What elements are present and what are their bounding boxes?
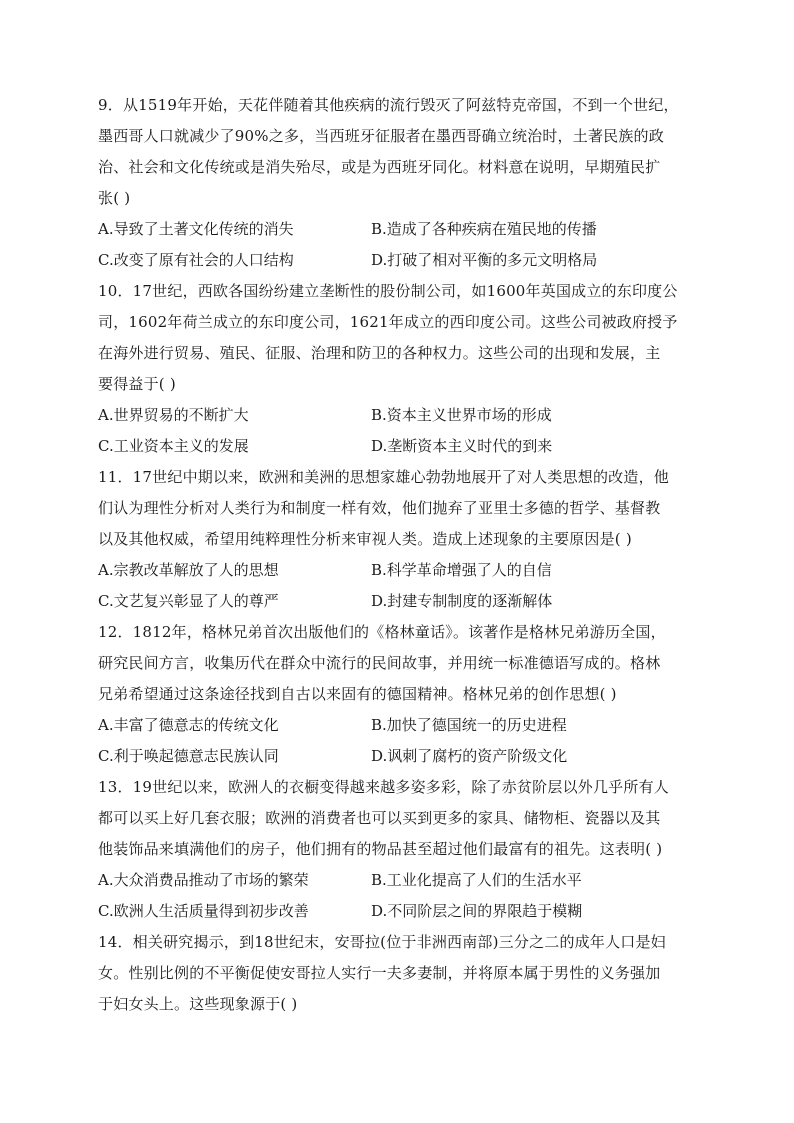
question-text-line: 司，1602年荷兰成立的东印度公司，1621年成立的西印度公司。这些公司被政府授予 xyxy=(98,313,678,331)
question-11 xyxy=(98,462,696,555)
question-text-line: 要得益于( ) xyxy=(98,375,176,393)
question-text-line: 张( ) xyxy=(98,189,131,207)
option-c[interactable]: C.改变了原有社会的人口结构 xyxy=(98,251,294,269)
question-text-line: 13．19世纪以来，欧洲人的衣橱变得越来越多姿多彩，除了赤贫阶层以外几乎所有人 xyxy=(98,778,669,796)
question-text-line: 女。性别比例的不平衡促使安哥拉人实行一夫多妻制，并将原本属于男性的义务强加 xyxy=(98,964,661,982)
question-text-line: 于妇女头上。这些现象源于( ) xyxy=(98,995,298,1013)
question-text-line: 都可以买上好几套衣服；欧洲的消费者也可以买到更多的家具、储物柜、瓷器以及其 xyxy=(98,809,661,827)
option-b[interactable]: B.加快了德国统一的历史进程 xyxy=(371,716,567,734)
option-c[interactable]: C.欧洲人生活质量得到初步改善 xyxy=(98,902,309,920)
question-9 xyxy=(98,90,696,214)
option-d[interactable]: D.讽刺了腐朽的资产阶级文化 xyxy=(371,747,568,765)
question-text-line: 研究民间方言，收集历代在群众中流行的民间故事，并用统一标准德语写成的。格林 xyxy=(98,654,661,672)
option-c[interactable]: C.文艺复兴彰显了人的尊严 xyxy=(98,592,279,610)
option-a[interactable]: A.宗教改革解放了人的思想 xyxy=(98,561,279,579)
option-a[interactable]: A.丰富了德意志的传统文化 xyxy=(98,716,279,734)
question-10-options xyxy=(98,400,696,462)
question-text-line: 14．相关研究揭示，到18世纪末，安哥拉(位于非洲西南部)三分之二的成年人口是妇 xyxy=(98,933,666,951)
question-9-options xyxy=(98,214,696,276)
question-11-options xyxy=(98,555,696,617)
option-b[interactable]: B.资本主义世界市场的形成 xyxy=(371,406,552,424)
question-text-line: 们认为理性分析对人类行为和制度一样有效，他们抛弃了亚里士多德的哲学、基督教 xyxy=(98,499,661,517)
question-text-line: 治、社会和文化传统或是消失殆尽，或是为西班牙同化。材料意在说明，早期殖民扩 xyxy=(98,158,661,176)
option-d[interactable]: D.打破了相对平衡的多元文明格局 xyxy=(371,251,598,269)
question-text-line: 9．从1519年开始，天花伴随着其他疾病的流行毁灭了阿兹特克帝国，不到一个世纪， xyxy=(98,96,679,114)
question-14 xyxy=(98,927,696,1020)
question-13 xyxy=(98,772,696,865)
question-text-line: 他装饰品来填满他们的房子，他们拥有的物品甚至超过他们最富有的祖先。这表明( ) xyxy=(98,840,663,858)
option-b[interactable]: B.造成了各种疾病在殖民地的传播 xyxy=(371,220,597,238)
option-c[interactable]: C.工业资本主义的发展 xyxy=(98,437,249,455)
question-text-line: 以及其他权威，希望用纯粹理性分析来审视人类。造成上述现象的主要原因是( ) xyxy=(98,530,632,548)
option-d[interactable]: D.不同阶层之间的界限趋于模糊 xyxy=(371,902,583,920)
question-text-line: 兄弟希望通过这条途径找到自古以来固有的德国精神。格林兄弟的创作思想( ) xyxy=(98,685,617,703)
question-text-line: 墨西哥人口就减少了90%之多，当西班牙征服者在墨西哥确立统治时，土著民族的政 xyxy=(98,127,664,145)
option-a[interactable]: A.大众消费品推动了市场的繁荣 xyxy=(98,871,309,889)
question-12 xyxy=(98,617,696,710)
option-d[interactable]: D.垄断资本主义时代的到来 xyxy=(371,437,553,455)
option-a[interactable]: A.世界贸易的不断扩大 xyxy=(98,406,249,424)
question-text-line: 12．1812年，格林兄弟首次出版他们的《格林童话》。该著作是格林兄弟游历全国， xyxy=(98,623,666,641)
question-13-options xyxy=(98,865,696,927)
option-a[interactable]: A.导致了土著文化传统的消失 xyxy=(98,220,294,238)
question-text-line: 10．17世纪，西欧各国纷纷建立垄断性的股份制公司，如1600年英国成立的东印度公 xyxy=(98,282,678,300)
question-text-line: 在海外进行贸易、殖民、征服、治理和防卫的各种权力。这些公司的出现和发展，主 xyxy=(98,344,661,362)
question-10 xyxy=(98,276,696,400)
question-text-line: 11．17世纪中期以来，欧洲和美洲的思想家雄心勃勃地展开了对人类思想的改造，他 xyxy=(98,468,669,486)
option-b[interactable]: B.科学革命增强了人的自信 xyxy=(371,561,552,579)
option-b[interactable]: B.工业化提高了人们的生活水平 xyxy=(371,871,582,889)
option-d[interactable]: D.封建专制制度的逐渐解体 xyxy=(371,592,553,610)
option-c[interactable]: C.利于唤起德意志民族认同 xyxy=(98,747,279,765)
question-12-options xyxy=(98,710,696,772)
